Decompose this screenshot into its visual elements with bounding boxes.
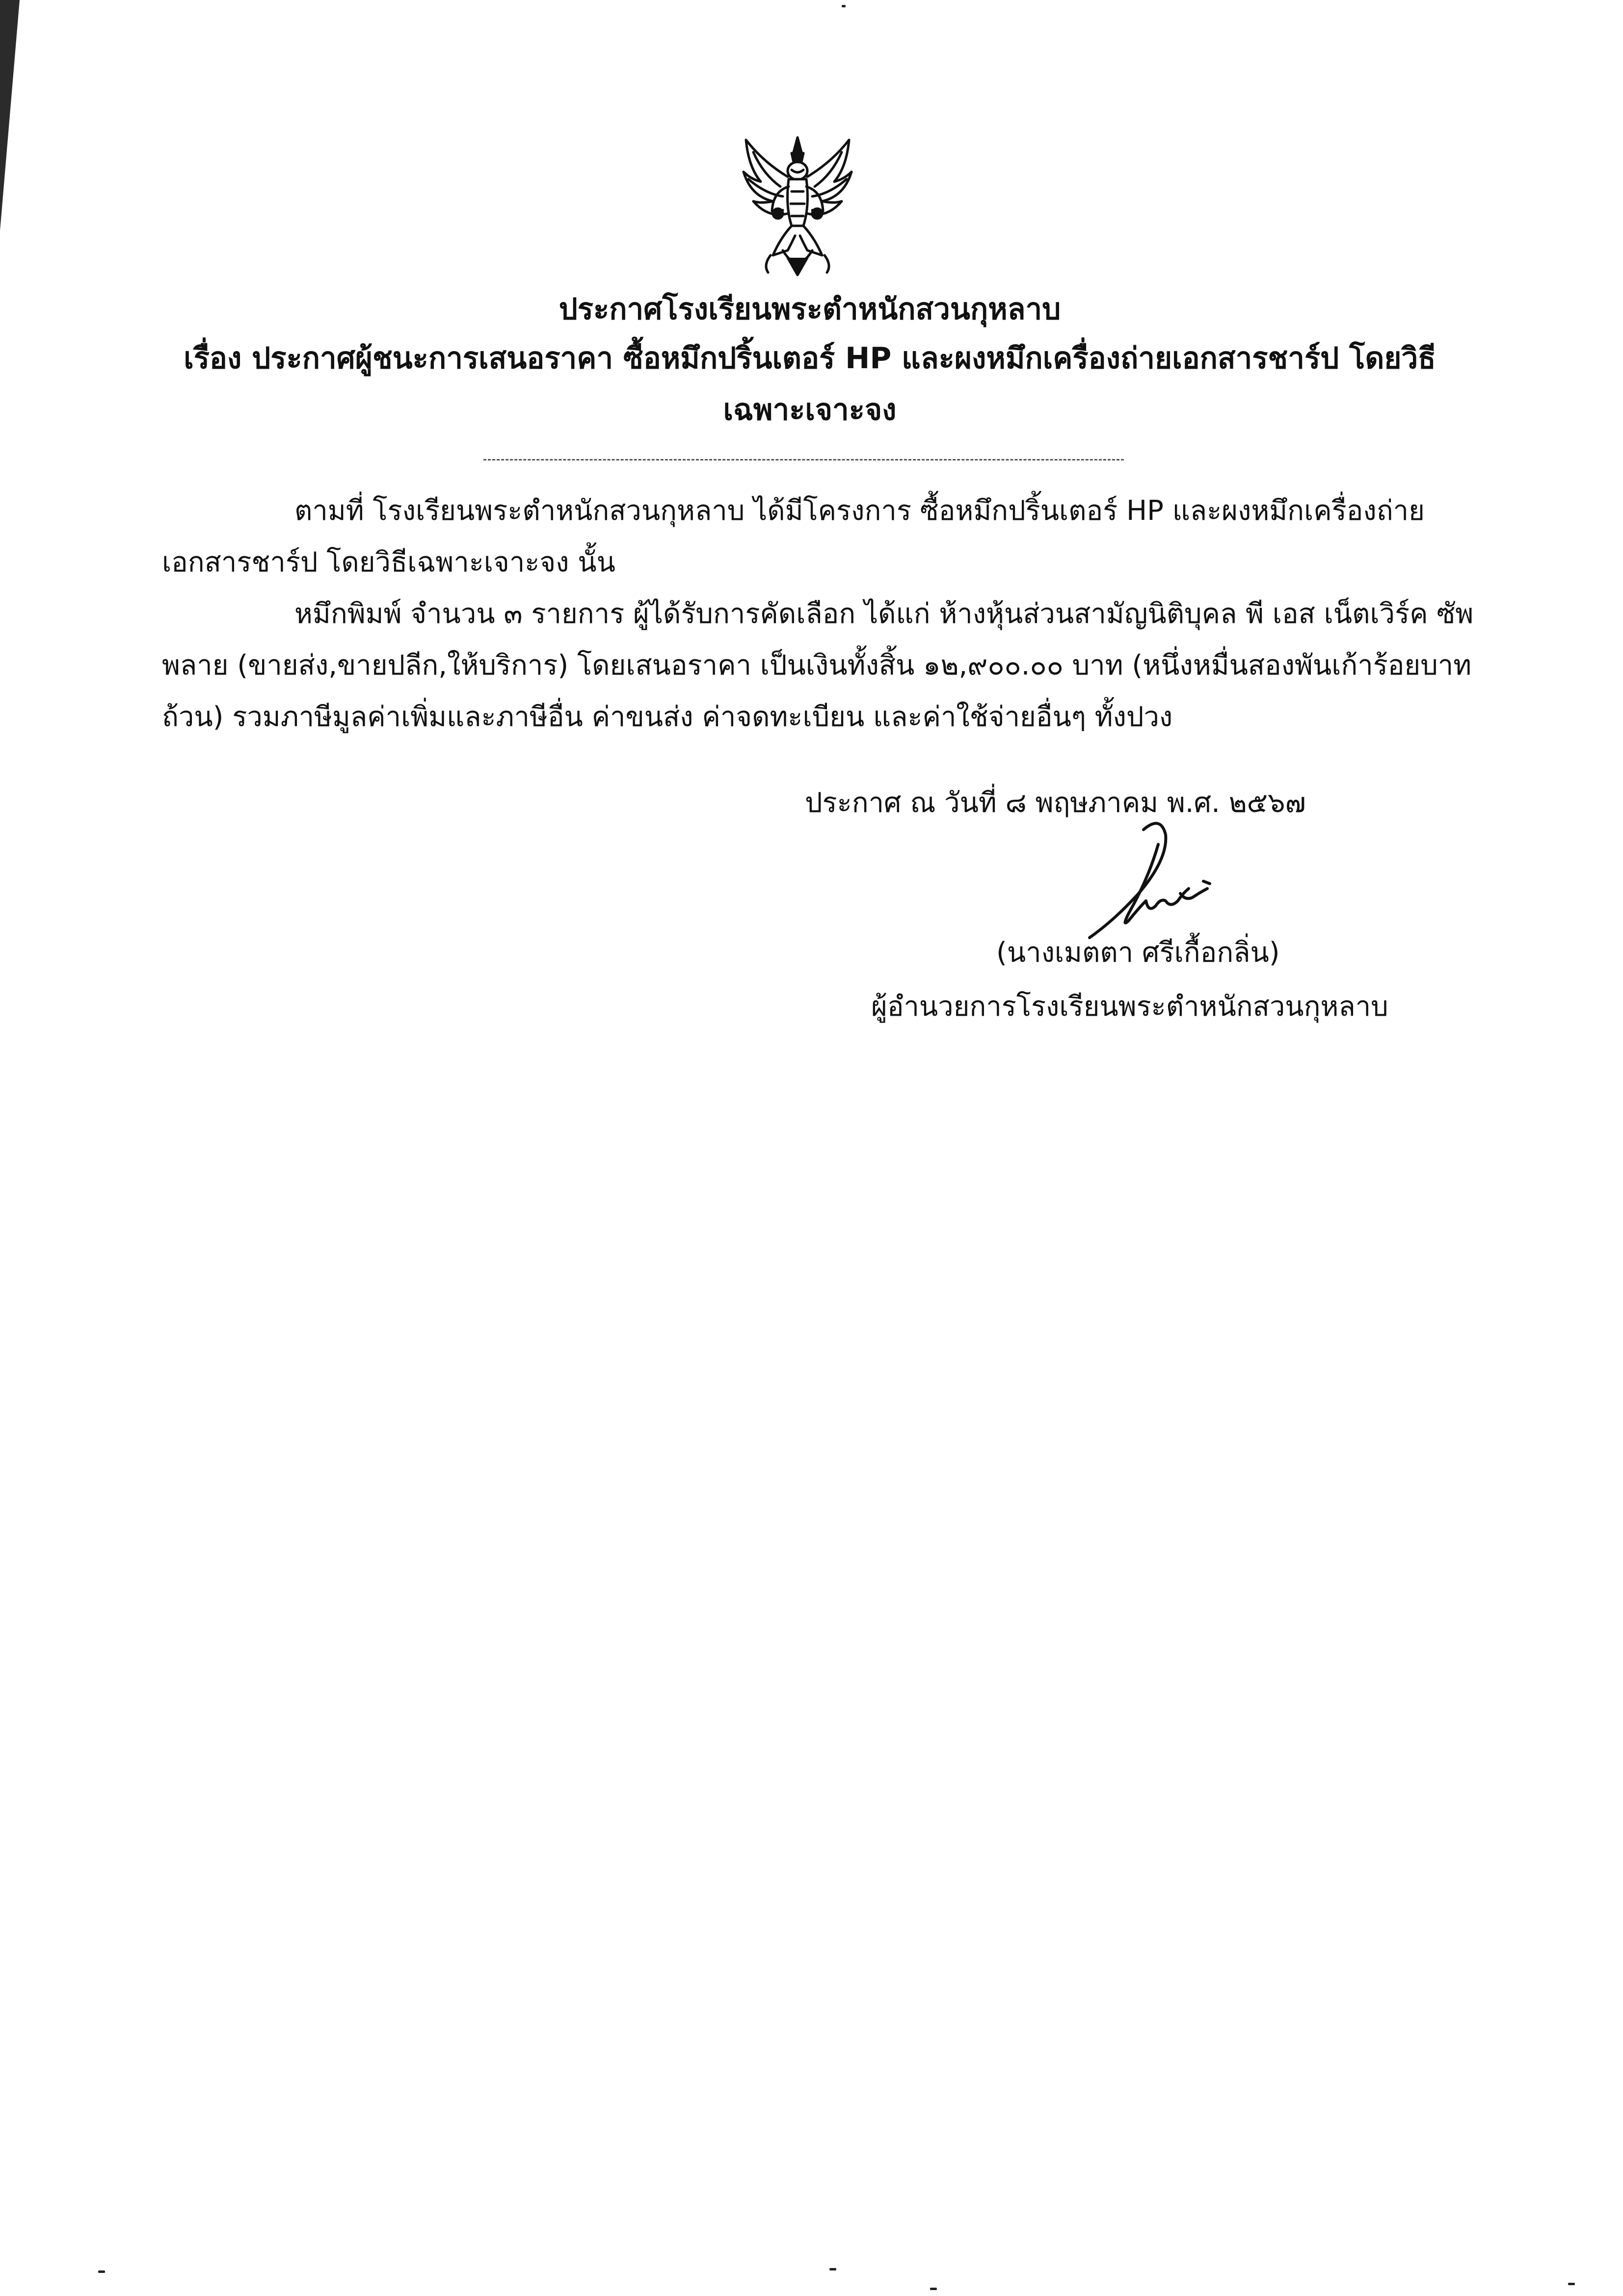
announcement-date: ประกาศ ณ วันที่ ๘ พฤษภาคม พ.ศ. ๒๕๖๗ [805,787,1306,819]
scan-speck [98,2270,105,2273]
paragraph-2-line-1: หมึกพิมพ์ จำนวน ๓ รายการ ผู้ได้รับการคัดเลือก ได้แก่ ห้างหุ้นส่วนสามัญนิติบุคล พี เอส เน็ตเวิร์ค ซัพ [294,598,1474,630]
signer-name: (นางเมตตา ศรีเกื้อกลิ่น) [996,937,1280,969]
separator-line [483,459,1124,460]
scan-shadow [0,0,20,231]
paragraph-1-line-2: เอกสารชาร์ป โดยวิธีเฉพาะเจาะจง นั้น [162,546,615,578]
scan-speck [1568,2283,1575,2285]
announcement-subject: เรื่อง ประกาศผู้ชนะการเสนอราคา ซื้อหมึกปริ้นเตอร์ HP และผงหมึกเครื่องถ่ายเอกสารชาร์ป โดยวิธี [184,341,1436,376]
garuda-emblem-icon [734,133,861,280]
announcement-subject-cont: เฉพาะเจาะจง [723,393,897,427]
signer-title: ผู้อำนวยการโรงเรียนพระตำหนักสวนกุหลาบ [871,991,1388,1023]
scan-speck [842,5,846,7]
announcement-title: ประกาศโรงเรียนพระตำหนักสวนกุหลาบ [559,292,1061,326]
scan-speck [829,2268,836,2270]
scan-speck [930,2288,937,2290]
paragraph-2-line-3: ถ้วน) รวมภาษีมูลค่าเพิ่มและภาษีอื่น ค่าขนส่ง ค่าจดทะเบียน และค่าใช้จ่ายอื่นๆ ทั้งปวง [162,701,1173,733]
paragraph-1-line-1: ตามที่ โรงเรียนพระตำหนักสวนกุหลาบ ได้มีโครงการ ซื้อหมึกปริ้นเตอร์ HP และผงหมึกเครื่องถ่าย [294,495,1425,527]
paragraph-2-line-2: พลาย (ขายส่ง,ขายปลีก,ให้บริการ) โดยเสนอราคา เป็นเงินทั้งสิ้น ๑๒,๙๐๐.๐๐ บาท (หนึ่งหมื่นสองพันเก้าร้อยบาท [162,649,1472,681]
